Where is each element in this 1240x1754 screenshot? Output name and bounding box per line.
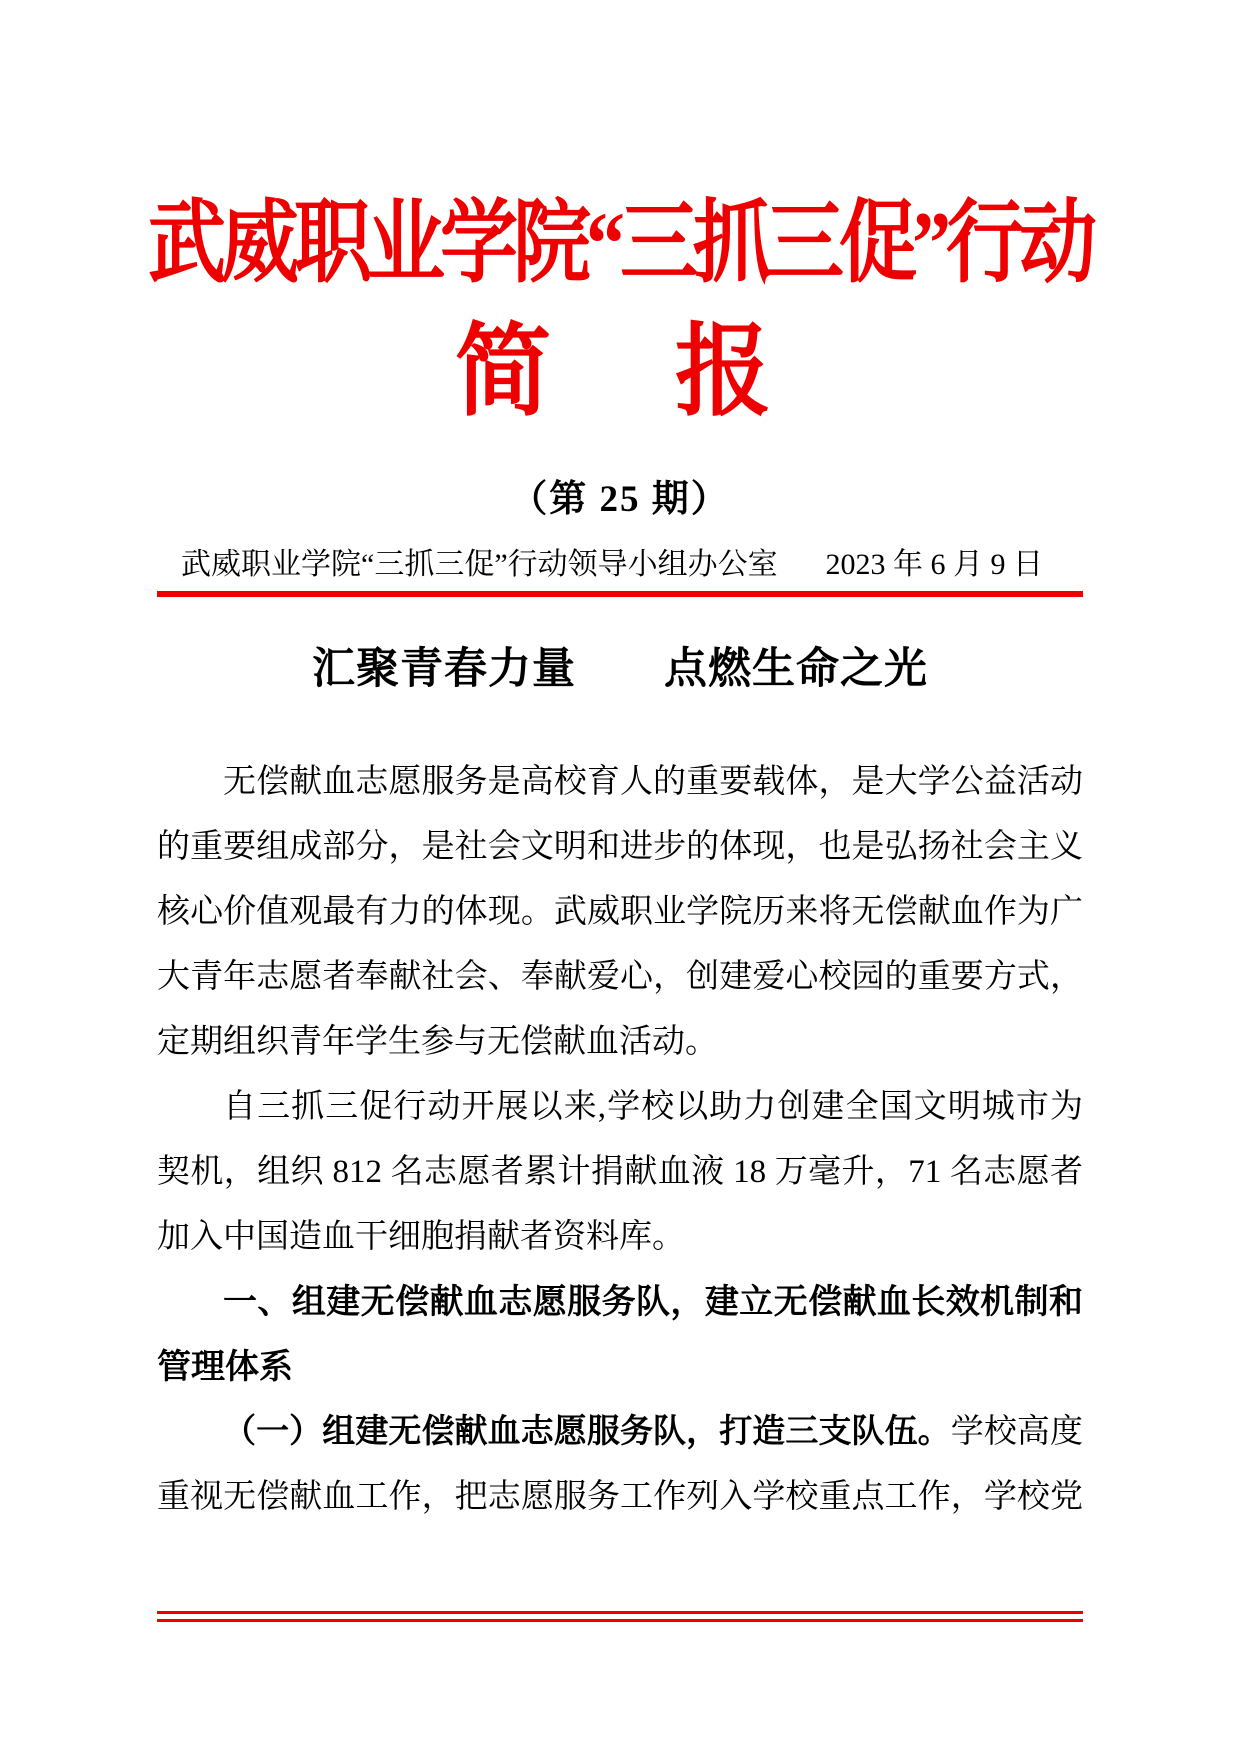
body-line: 大青年志愿者奉献社会、奉献爱心，创建爱心校园的重要方式， xyxy=(157,959,1083,995)
body-line: 自三抓三促行动开展以来,学校以助力创建全国文明城市为 xyxy=(223,1089,1083,1125)
body-line: 重视无偿献血工作，把志愿服务工作列入学校重点工作，学校党 xyxy=(157,1479,1083,1515)
issuing-office: 武威职业学院“三抓三促”行动领导小组办公室 xyxy=(181,548,778,581)
masthead-subtitle: 简 报 xyxy=(455,315,785,429)
article-body xyxy=(157,750,1083,1530)
masthead-title: 武威职业学院“三抓三促”行动 xyxy=(147,192,1092,294)
body-line-text: 学校高度 xyxy=(950,1414,1083,1450)
office-row xyxy=(157,545,1083,585)
section-heading-line: 一、组建无偿献血志愿服务队，建立无偿献血长效机制和 xyxy=(223,1283,1083,1321)
section-heading-line: 管理体系 xyxy=(157,1348,293,1386)
body-line: 的重要组成部分，是社会文明和进步的体现，也是弘扬社会主义 xyxy=(157,829,1083,865)
issue-date: 2023 年 6 月 9 日 xyxy=(825,548,1043,581)
issue-number: （第 25 期） xyxy=(510,479,730,520)
article-title: 汇聚青春力量 点燃生命之光 xyxy=(312,646,928,693)
body-line xyxy=(157,1400,1083,1465)
footer-rule xyxy=(157,1611,1083,1622)
body-line: 加入中国造血干细胞捐献者资料库。 xyxy=(157,1219,685,1255)
subsection-lead: （一）组建无偿献血志愿服务队，打造三支队伍。 xyxy=(223,1414,951,1450)
body-line: 契机，组织 812 名志愿者累计捐献血液 18 万毫升，71 名志愿者 xyxy=(157,1154,1083,1190)
body-line: 无偿献血志愿服务是高校育人的重要载体，是大学公益活动 xyxy=(223,764,1083,800)
body-line: 定期组织青年学生参与无偿献血活动。 xyxy=(157,1024,718,1060)
body-line: 核心价值观最有力的体现。武威职业学院历来将无偿献血作为广 xyxy=(157,894,1083,930)
header-rule xyxy=(157,591,1083,597)
